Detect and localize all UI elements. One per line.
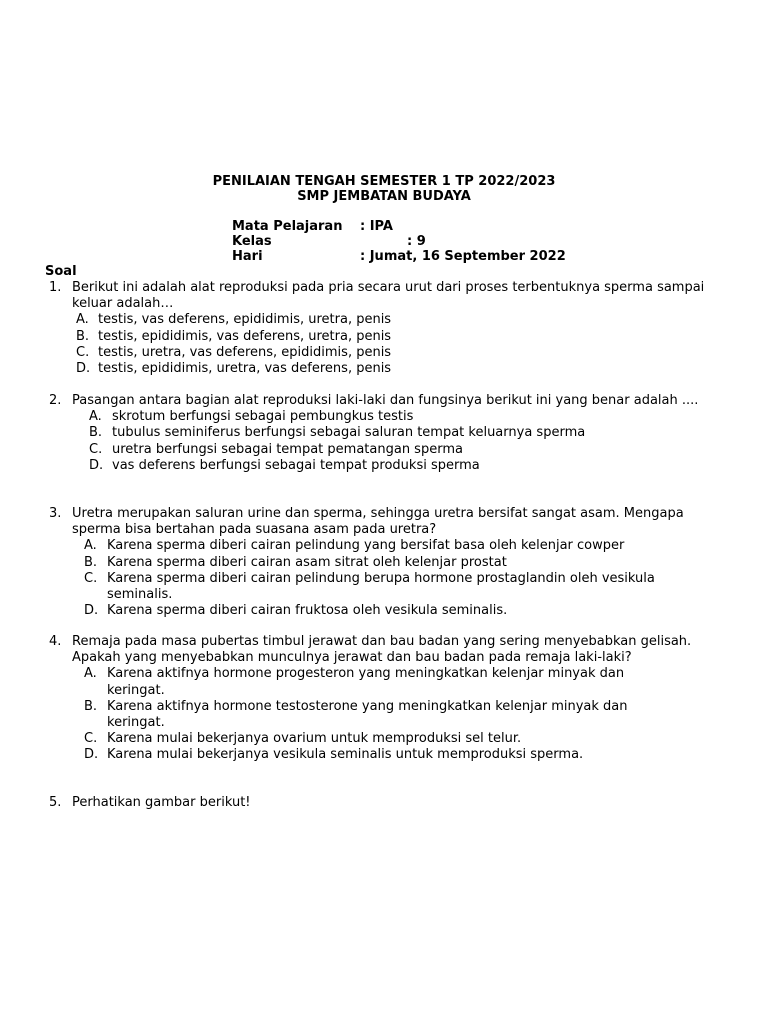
option-c [84, 731, 684, 747]
option-letter: C. [84, 570, 98, 586]
option-letter: C. [89, 441, 103, 457]
question-number: 5. [49, 795, 62, 810]
option-text: testis, epididimis, uretra, vas deferens, penis [98, 361, 392, 377]
option-text: Karena sperma diberi cairan fruktosa oleh vesikula seminalis. [107, 603, 508, 619]
option-c [84, 571, 704, 603]
class-label: Kelas [232, 234, 272, 249]
option-b [76, 329, 721, 345]
option-c [76, 345, 721, 361]
question-1 [49, 280, 721, 377]
option-d [89, 458, 721, 474]
option-text: tubulus seminiferus berfungsi sebagai saluran tempat keluarnya sperma [112, 425, 586, 441]
question-number: 1. [49, 280, 62, 295]
option-d [84, 603, 704, 619]
exam-title: PENILAIAN TENGAH SEMESTER 1 TP 2022/2023 [212, 174, 556, 189]
option-letter: B. [84, 698, 98, 714]
option-text: skrotum berfungsi sebagai pembungkus testis [112, 409, 414, 425]
option-letter: B. [84, 554, 98, 570]
question-text: Remaja pada masa pubertas timbul jerawat dan bau badan yang sering menyebabkan gelisah. Apakah yang menyebabkan munculnya jerawat dan bau badan pada remaja laki-laki? [72, 634, 692, 666]
option-d [84, 747, 684, 763]
option-letter: C. [76, 344, 90, 360]
option-text: testis, uretra, vas deferens, epididimis, penis [98, 344, 392, 360]
class-value: : 9 [407, 234, 426, 249]
option-letter: B. [76, 328, 90, 344]
option-text: Karena sperma diberi cairan pelindung yang bersifat basa oleh kelenjar cowper [107, 538, 625, 554]
option-letter: A. [84, 666, 97, 682]
option-d [76, 361, 721, 377]
option-letter: A. [84, 538, 97, 554]
question-text: Pasangan antara bagian alat reproduksi laki-laki dan fungsinya berikut ini yang benar adalah .... [72, 393, 699, 408]
option-letter: D. [84, 603, 99, 619]
option-letter: D. [76, 361, 91, 377]
subject-label: Mata Pelajaran [232, 219, 343, 234]
option-b [84, 555, 704, 571]
subject-value: : IPA [360, 219, 393, 234]
options-list [84, 666, 684, 763]
question-number: 4. [49, 634, 62, 649]
option-b [89, 425, 721, 441]
school-name: SMP JEMBATAN BUDAYA [297, 189, 471, 204]
option-text: Karena sperma diberi cairan pelindung berupa hormone prostaglandin oleh vesikula seminalis. [107, 570, 655, 603]
option-text: testis, epididimis, vas deferens, uretra, penis [98, 328, 392, 344]
option-c [89, 442, 721, 458]
option-a [84, 538, 704, 554]
option-text: uretra berfungsi sebagai tempat pematangan sperma [112, 441, 463, 457]
option-text: Karena sperma diberi cairan asam sitrat oleh kelenjar prostat [107, 554, 507, 570]
option-text: Karena mulai bekerjanya vesikula seminalis untuk memproduksi sperma. [107, 747, 584, 763]
question-5 [49, 795, 721, 811]
question-text: Perhatikan gambar berikut! [72, 795, 251, 810]
day-value: : Jumat, 16 September 2022 [360, 249, 566, 264]
option-letter: B. [89, 425, 103, 441]
option-letter: A. [89, 409, 102, 425]
meta-day [232, 249, 566, 265]
question-number: 3. [49, 506, 62, 521]
question-text: Uretra merupakan saluran urine dan sperma, sehingga uretra bersifat sangat asam. Mengapa sperma bisa bertahan pada suasana asam pada uretra? [72, 506, 684, 538]
section-heading: Soal [45, 264, 77, 279]
option-b [84, 699, 684, 731]
question-3 [49, 506, 721, 619]
option-letter: C. [84, 731, 98, 747]
meta-class [232, 234, 426, 250]
options-list [76, 312, 721, 377]
option-text: testis, vas deferens, epididimis, uretra, penis [98, 312, 392, 328]
options-list [84, 538, 704, 619]
option-letter: D. [89, 457, 104, 473]
option-letter: D. [84, 747, 99, 763]
option-text: Karena aktifnya hormone progesteron yang meningkatkan kelenjar minyak dan keringat. [107, 666, 625, 698]
question-4 [49, 634, 721, 764]
option-a [89, 409, 721, 425]
option-a [76, 312, 721, 328]
option-a [84, 666, 684, 698]
question-text: Berikut ini adalah alat reproduksi pada pria secara urut dari proses terbentuknya sperma sampai keluar adalah… [72, 280, 705, 312]
option-text: vas deferens berfungsi sebagai tempat produksi sperma [112, 457, 480, 473]
question-number: 2. [49, 393, 62, 408]
meta-subject [232, 219, 393, 235]
question-2 [49, 393, 721, 474]
option-letter: A. [76, 312, 89, 328]
option-text: Karena aktifnya hormone testosterone yang meningkatkan kelenjar minyak dan keringat. [107, 698, 628, 731]
options-list [89, 409, 721, 474]
day-label: Hari [232, 249, 263, 264]
option-text: Karena mulai bekerjanya ovarium untuk memproduksi sel telur. [107, 731, 522, 747]
